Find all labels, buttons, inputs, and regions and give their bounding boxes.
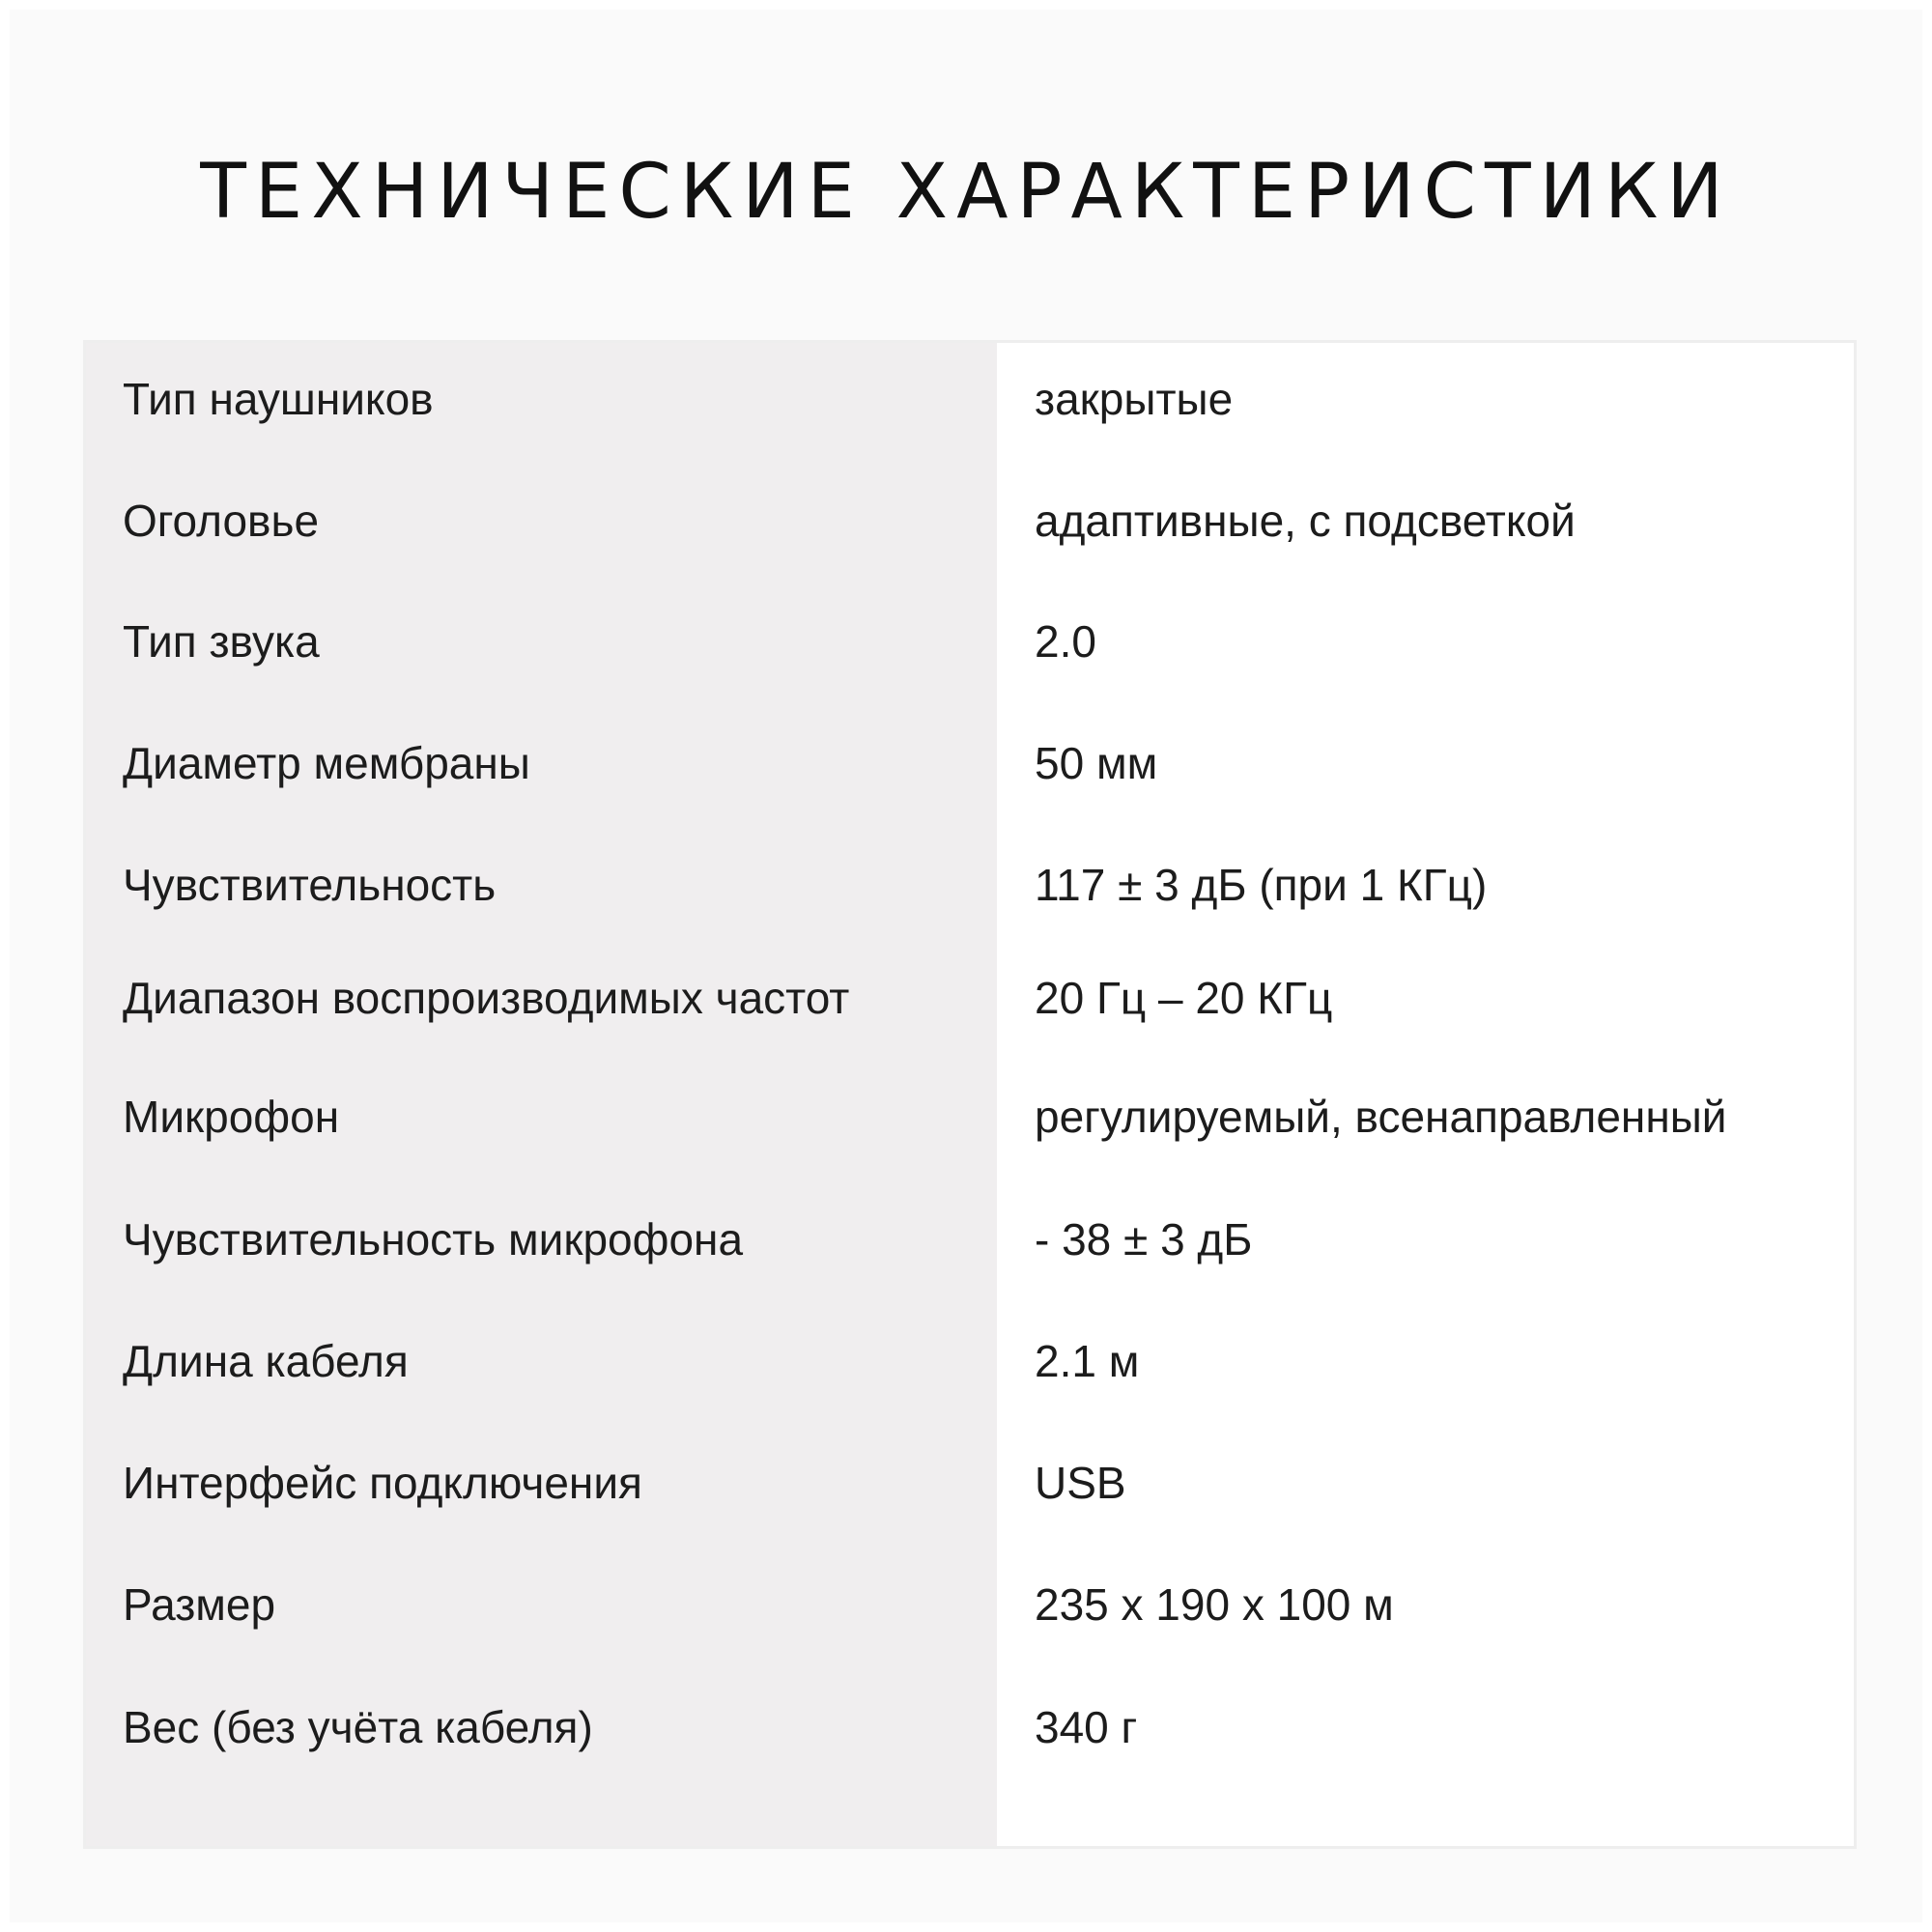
spec-row [86, 1679, 1854, 1776]
spec-row [86, 351, 1854, 447]
spec-row [86, 837, 1854, 933]
spec-row [86, 1435, 1854, 1531]
spec-label: Размер [123, 1579, 276, 1630]
spec-label: Микрофон [123, 1092, 340, 1142]
spec-row [86, 950, 1854, 1046]
spec-row [86, 1068, 1854, 1165]
spec-value: 340 г [1035, 1702, 1138, 1752]
spec-value: USB [1035, 1458, 1126, 1508]
spec-row [86, 1313, 1854, 1409]
spec-label: Тип наушников [123, 374, 434, 424]
spec-table [83, 340, 1857, 1849]
spec-value: 235 x 190 x 100 м [1035, 1579, 1394, 1630]
spec-label: Диапазон воспроизводимых частот [123, 973, 850, 1023]
spec-label: Длина кабеля [123, 1336, 409, 1386]
spec-row [86, 715, 1854, 811]
spec-row [86, 593, 1854, 690]
spec-label: Диаметр мембраны [123, 738, 530, 788]
spec-value: закрытые [1035, 374, 1234, 424]
spec-label: Тип звука [123, 616, 320, 667]
spec-value: 20 Гц – 20 КГц [1035, 973, 1333, 1023]
spec-label: Вес (без учёта кабеля) [123, 1702, 593, 1752]
spec-value: 2.1 м [1035, 1336, 1140, 1386]
spec-row [86, 1191, 1854, 1288]
spec-label: Интерфейс подключения [123, 1458, 642, 1508]
spec-label: Чувствительность микрофона [123, 1214, 744, 1264]
spec-row [86, 472, 1854, 569]
page-title: ТЕХНИЧЕСКИЕ ХАРАКТЕРИСТИКИ [200, 149, 1732, 236]
spec-value: 50 мм [1035, 738, 1158, 788]
spec-value: 117 ± 3 дБ (при 1 КГц) [1035, 860, 1488, 910]
spec-value: - 38 ± 3 дБ [1035, 1214, 1253, 1264]
spec-label: Оголовье [123, 496, 320, 546]
spec-sheet [10, 10, 1922, 1922]
spec-value: регулируемый, всенаправленный [1035, 1092, 1727, 1142]
spec-value: 2.0 [1035, 616, 1096, 667]
spec-value: адаптивные, с подсветкой [1035, 496, 1576, 546]
spec-label: Чувствительность [123, 860, 497, 910]
spec-row [86, 1556, 1854, 1653]
